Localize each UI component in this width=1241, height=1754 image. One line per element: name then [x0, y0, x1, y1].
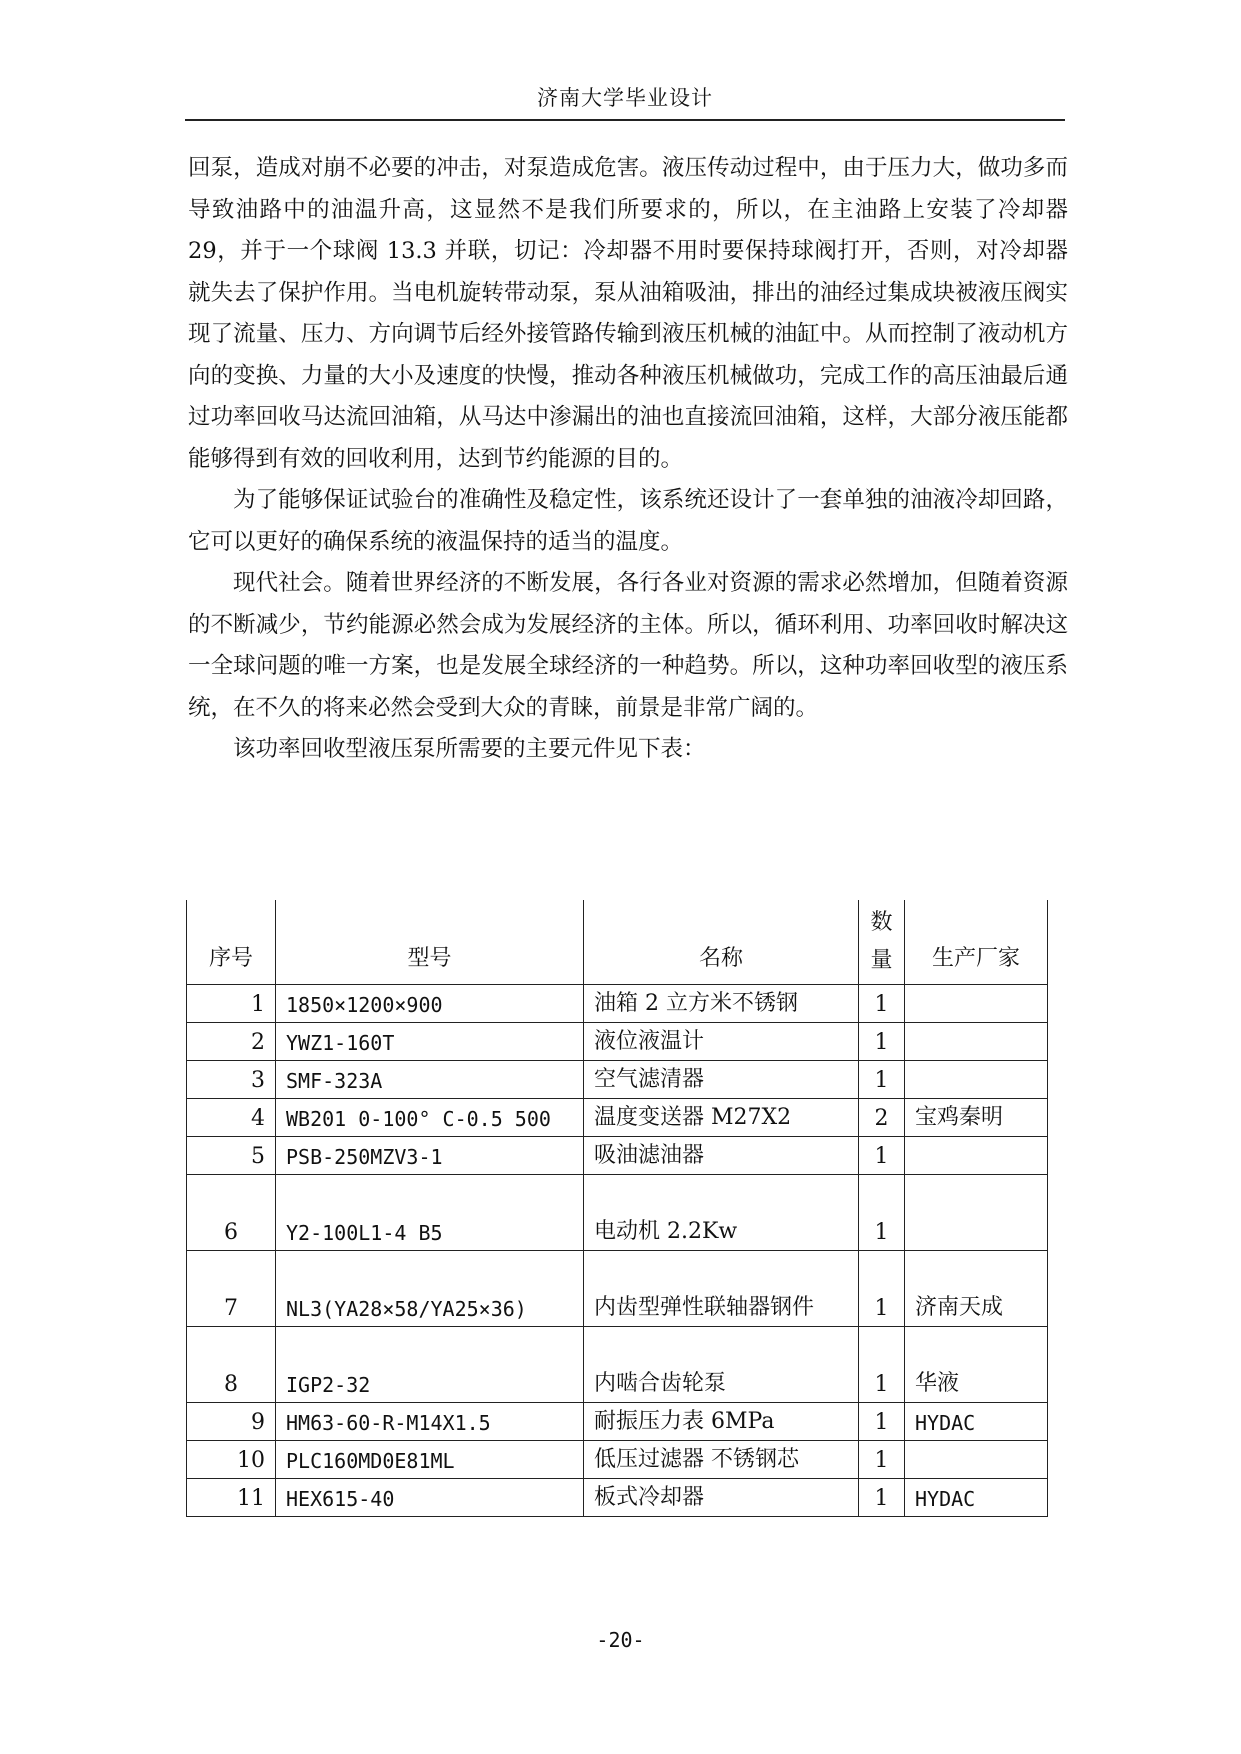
- cell-name: 空气滤清器: [584, 1060, 859, 1098]
- cell-model: PSB-250MZV3-1: [276, 1136, 584, 1174]
- table-header-row: [187, 900, 1048, 984]
- header-rule: [185, 119, 1065, 121]
- header-qty: [859, 900, 905, 984]
- cell-qty: 1: [859, 1174, 905, 1250]
- table-row: [187, 1136, 1048, 1174]
- cell-qty: 1: [859, 1326, 905, 1402]
- table-row: [187, 984, 1048, 1022]
- cell-maker: [905, 1060, 1048, 1098]
- body-text: [188, 148, 1068, 771]
- cell-name: 电动机 2.2Kw: [584, 1174, 859, 1250]
- cell-maker: HYDAC: [905, 1402, 1048, 1440]
- cell-qty: 1: [859, 1060, 905, 1098]
- cell-model: Y2-100L1-4 B5: [276, 1174, 584, 1250]
- header-qty-line2: 量: [870, 947, 893, 973]
- cell-index: 8: [187, 1326, 276, 1402]
- cell-name: 低压过滤器 不锈钢芯: [584, 1440, 859, 1478]
- cell-model: YWZ1-160T: [276, 1022, 584, 1060]
- components-table-container: [186, 900, 1048, 1517]
- cell-index: 10: [187, 1440, 276, 1478]
- cell-maker: 华液: [905, 1326, 1048, 1402]
- cell-model: SMF-323A: [276, 1060, 584, 1098]
- cell-model: 1850×1200×900: [276, 984, 584, 1022]
- paragraph-4: 该功率回收型液压泵所需要的主要元件见下表：: [233, 736, 706, 762]
- cell-name: 油箱 2 立方米不锈钢: [584, 984, 859, 1022]
- cell-name: 耐振压力表 6MPa: [584, 1402, 859, 1440]
- paragraph-3: 现代社会。随着世界经济的不断发展，各行各业对资源的需求必然增加，但随着资源的不断减少，节约能源必然会成为发展经济的主体。所以，循环利用、功率回收时解决这一全球问题的唯一方案，也是发展全球经济的一种趋势。所以，这种功率回收型的液压系统，在不久的将来必然会受到大众的青睐，前景是非常广阔的。: [188, 570, 1068, 721]
- cell-name: 板式冷却器: [584, 1478, 859, 1516]
- cell-model: NL3(YA28×58/YA25×36): [276, 1250, 584, 1326]
- table-row: [187, 1326, 1048, 1402]
- table-row: [187, 1250, 1048, 1326]
- cell-maker: 宝鸡秦明: [905, 1098, 1048, 1136]
- cell-qty: 1: [859, 1478, 905, 1516]
- cell-maker: 济南天成: [905, 1250, 1048, 1326]
- cell-qty: 1: [859, 1402, 905, 1440]
- cell-qty: 2: [859, 1098, 905, 1136]
- header-maker: 生产厂家: [905, 900, 1048, 984]
- cell-model: HM63-60-R-M14X1.5: [276, 1402, 584, 1440]
- table-row: [187, 1174, 1048, 1250]
- cell-maker: [905, 1174, 1048, 1250]
- cell-maker: HYDAC: [905, 1478, 1048, 1516]
- cell-model: HEX615-40: [276, 1478, 584, 1516]
- header-qty-line1: 数: [870, 909, 893, 935]
- cell-index: 2: [187, 1022, 276, 1060]
- table-row: [187, 1478, 1048, 1516]
- cell-index: 4: [187, 1098, 276, 1136]
- paragraph-2: 为了能够保证试验台的准确性及稳定性，该系统还设计了一套单独的油液冷却回路，它可以更好的确保系统的液温保持的适当的温度。: [188, 487, 1068, 555]
- cell-index: 6: [187, 1174, 276, 1250]
- cell-index: 5: [187, 1136, 276, 1174]
- cell-model: PLC160MD0E81ML: [276, 1440, 584, 1478]
- cell-maker: [905, 1022, 1048, 1060]
- cell-maker: [905, 1136, 1048, 1174]
- cell-index: 11: [187, 1478, 276, 1516]
- table-row: [187, 1402, 1048, 1440]
- cell-index: 3: [187, 1060, 276, 1098]
- table-row: [187, 1060, 1048, 1098]
- cell-index: 7: [187, 1250, 276, 1326]
- cell-name: 液位液温计: [584, 1022, 859, 1060]
- cell-name: 温度变送器 M27X2: [584, 1098, 859, 1136]
- components-table: [186, 900, 1048, 1517]
- header-index: 序号: [187, 900, 276, 984]
- cell-name: 内齿型弹性联轴器钢件: [584, 1250, 859, 1326]
- cell-qty: 1: [859, 1440, 905, 1478]
- cell-qty: 1: [859, 1136, 905, 1174]
- page-number: -20-: [596, 1628, 645, 1652]
- cell-model: IGP2-32: [276, 1326, 584, 1402]
- table-row: [187, 1440, 1048, 1478]
- cell-qty: 1: [859, 984, 905, 1022]
- page-header-title: 济南大学毕业设计: [537, 86, 713, 110]
- cell-qty: 1: [859, 1022, 905, 1060]
- cell-index: 9: [187, 1402, 276, 1440]
- cell-name: 吸油滤油器: [584, 1136, 859, 1174]
- table-row: [187, 1022, 1048, 1060]
- header-name: 名称: [584, 900, 859, 984]
- table-row: [187, 1098, 1048, 1136]
- cell-index: 1: [187, 984, 276, 1022]
- cell-qty: 1: [859, 1250, 905, 1326]
- paragraph-1: 回泵，造成对崩不必要的冲击，对泵造成危害。液压传动过程中，由于压力大，做功多而导致油路中的油温升高，这显然不是我们所要求的，所以，在主油路上安装了冷却器 29，并于一个球阀 13.3 并联，切记：冷却器不用时要保持球阀打开，否则，对冷却器就失去了保护作用。当电机旋转带动泵，泵从油箱吸油，排出的油经过集成块被液压阀实现了流量、压力、方向调节后经外接管路传输到液压机械的油缸中。从而控制了液动机方向的变换、力量的大小及速度的快慢，推动各种液压机械做功，完成工作的高压油最后通过功率回收马达流回油箱，从马达中渗漏出的油也直接流回油箱，这样，大部分液压能都能够得到有效的回收利用，达到节约能源的目的。: [188, 155, 1068, 472]
- cell-maker: [905, 984, 1048, 1022]
- header-model: 型号: [276, 900, 584, 984]
- cell-model: WB201 0-100° C-0.5 500: [276, 1098, 584, 1136]
- cell-maker: [905, 1440, 1048, 1478]
- cell-name: 内啮合齿轮泵: [584, 1326, 859, 1402]
